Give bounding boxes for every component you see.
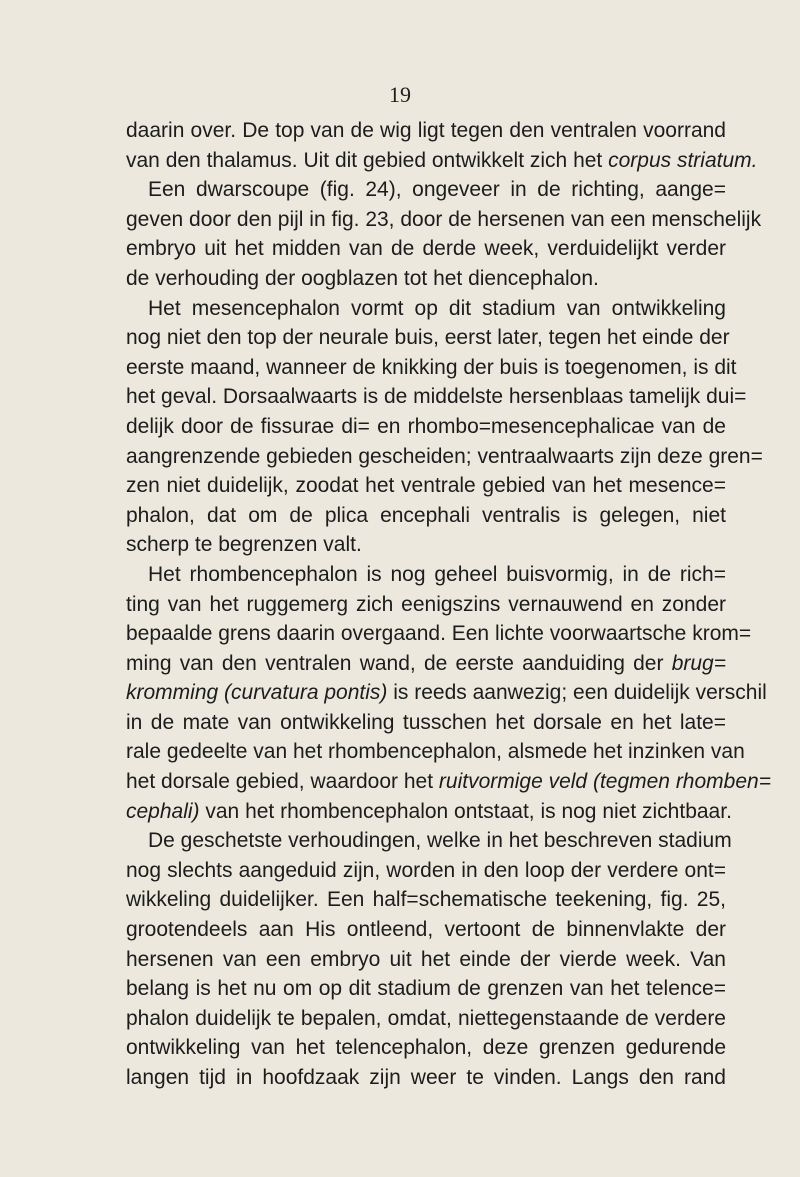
text-line bbox=[126, 737, 745, 767]
text-line bbox=[126, 767, 771, 797]
text-segment: het dorsale gebied, waardoor het bbox=[126, 770, 439, 794]
text-line bbox=[126, 945, 726, 975]
text-segment: hersenen van een embryo uit het einde der vierde week. Van bbox=[126, 947, 726, 971]
italic-term: cephali) bbox=[126, 799, 200, 823]
text-segment: is reeds aanwezig; een duidelijk verschil bbox=[387, 681, 767, 705]
text-segment: scherp te begrenzen valt. bbox=[126, 533, 362, 557]
text-segment: langen tijd in hoofdzaak zijn weer te vinden. Langs den rand bbox=[126, 1066, 726, 1089]
page-number: 19 bbox=[389, 82, 411, 107]
text-segment: belang is het nu om op dit stadium de grenzen van het telence= bbox=[126, 977, 726, 1001]
text-segment: geven door den pijl in fig. 23, door de hersenen van een menschelijk bbox=[126, 207, 762, 231]
text-segment: het geval. Dorsaalwaarts is de middelste hersenblaas tamelijk dui= bbox=[126, 385, 747, 409]
text-line bbox=[126, 323, 730, 353]
text-segment: ontwikkeling van het telencephalon, deze grenzen gedurende bbox=[126, 1036, 726, 1060]
text-line bbox=[126, 1063, 726, 1093]
text-line bbox=[126, 560, 726, 590]
text-segment: de verhouding der oogblazen tot het diencephalon. bbox=[126, 266, 599, 290]
text-line bbox=[126, 205, 762, 235]
text-line bbox=[126, 590, 726, 620]
text-segment: delijk door de fissurae di= en rhombo=mesencephalicae van de bbox=[126, 414, 726, 438]
text-segment: phalon, dat om de plica encephali ventralis is gelegen, niet bbox=[126, 503, 726, 527]
italic-term: corpus striatum. bbox=[608, 148, 758, 172]
italic-term: ruitvormige veld (tegmen rhomben= bbox=[438, 770, 771, 794]
italic-term: kromming (curvatura pontis) bbox=[126, 681, 388, 705]
text-line bbox=[126, 885, 726, 915]
text-line bbox=[126, 974, 726, 1004]
text-line bbox=[126, 619, 752, 649]
text-segment: aangrenzende gebieden gescheiden; ventraalwaarts zijn deze gren= bbox=[126, 444, 763, 468]
text-line bbox=[126, 1004, 726, 1034]
text-line bbox=[126, 915, 726, 945]
text-segment: nog niet den top der neurale buis, eerst later, tegen het einde der bbox=[126, 326, 730, 350]
text-line bbox=[126, 382, 747, 412]
text-segment: zen niet duidelijk, zoodat het ventrale gebied van het mesence= bbox=[126, 474, 726, 498]
italic-term: brug= bbox=[671, 651, 726, 675]
text-line bbox=[126, 264, 726, 294]
text-line bbox=[126, 175, 726, 205]
text-line bbox=[126, 708, 726, 738]
text-line bbox=[126, 234, 726, 264]
text-line bbox=[126, 501, 726, 531]
text-line bbox=[126, 116, 726, 146]
text-line bbox=[126, 353, 737, 383]
text-line bbox=[126, 678, 767, 708]
text-line bbox=[126, 412, 726, 442]
text-segment: eerste maand, wanneer de knikking der buis is toegenomen, is dit bbox=[126, 355, 737, 379]
text-line bbox=[126, 146, 758, 176]
text-segment: van het rhombencephalon ontstaat, is nog niet zichtbaar. bbox=[199, 799, 732, 823]
text-line bbox=[126, 1033, 726, 1063]
text-segment: daarin over. De top van de wig ligt tegen den ventralen voorrand bbox=[126, 119, 726, 142]
text-line bbox=[126, 649, 726, 679]
text-segment: embryo uit het midden van de derde week, verduidelijkt verder bbox=[126, 237, 726, 261]
text-segment: phalon duidelijk te bepalen, omdat, niettegenstaande de verdere bbox=[126, 1006, 726, 1030]
text-segment: ting van het ruggemerg zich eenigszins vernauwend en zonder bbox=[126, 592, 726, 616]
text-segment: Een dwarscoupe (fig. 24), ongeveer in de richting, aange= bbox=[148, 178, 726, 202]
text-segment: Het mesencephalon vormt op dit stadium van ontwikkeling bbox=[148, 296, 726, 320]
text-line bbox=[126, 826, 732, 856]
text-segment: in de mate van ontwikkeling tusschen het dorsale en het late= bbox=[126, 710, 726, 734]
text-segment: bepaalde grens daarin overgaand. Een lichte voorwaartsche krom= bbox=[126, 622, 752, 646]
text-line bbox=[126, 797, 732, 827]
text-segment: rale gedeelte van het rhombencephalon, alsmede het inzinken van bbox=[126, 740, 745, 764]
text-segment: nog slechts aangeduid zijn, worden in den loop der verdere ont= bbox=[126, 858, 726, 882]
text-line bbox=[126, 856, 726, 886]
text-line bbox=[126, 471, 726, 501]
text-line bbox=[126, 294, 726, 324]
text-segment: ming van den ventralen wand, de eerste aanduiding der bbox=[126, 651, 672, 675]
text-segment: grootendeels aan His ontleend, vertoont de binnenvlakte der bbox=[126, 918, 726, 942]
text-line bbox=[126, 442, 763, 472]
text-segment: van den thalamus. Uit dit gebied ontwikkelt zich het bbox=[126, 148, 609, 172]
body-text bbox=[126, 116, 771, 1093]
text-line bbox=[126, 530, 726, 560]
text-segment: Het rhombencephalon is nog geheel buisvormig, in de rich= bbox=[148, 562, 726, 586]
text-segment: De geschetste verhoudingen, welke in het beschreven stadium bbox=[148, 829, 732, 853]
text-segment: wikkeling duidelijker. Een half=schematische teekening, fig. 25, bbox=[126, 888, 726, 912]
